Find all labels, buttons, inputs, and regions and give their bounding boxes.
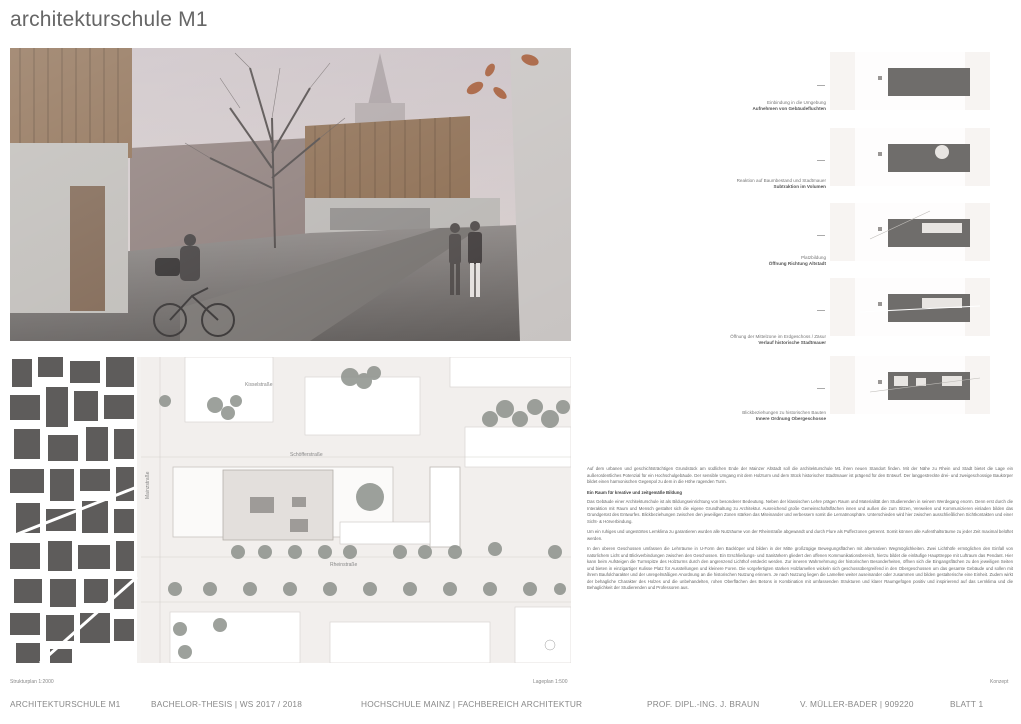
footer-project: ARCHITEKTURSCHULE M1 — [10, 699, 121, 709]
concept-diagram-5 — [830, 356, 990, 414]
perspective-render — [10, 48, 571, 341]
concept-diagram-3 — [830, 203, 990, 261]
caption-konzept: Konzept — [990, 679, 1009, 685]
concept-label-3: Platzbildung Öffnung Richtung Altstadt — [768, 255, 826, 266]
concept-label-1: Einbindung in die Umgebung Aufnehmen von Gebäudefluchten — [752, 100, 826, 111]
footer-professor: PROF. DIPL.-ING. J. BRAUN — [647, 699, 760, 709]
street-label-rheinstrasse: Rheinstraße — [330, 562, 358, 568]
footer-author: V. MÜLLER-BADER | 909220 — [800, 699, 914, 709]
street-label-mainzstrasse: Mainzstraße — [145, 471, 151, 499]
concept-label-2: Reaktion auf Baumbestand und Stadtmauer Subtraktion im Volumen — [736, 178, 826, 189]
caption-lageplan: Lageplan 1:500 — [533, 679, 568, 685]
footer-school: HOCHSCHULE MAINZ | FACHBEREICH ARCHITEKTUR — [361, 699, 583, 709]
project-description — [587, 466, 1013, 596]
footer-sheet: BLATT 1 — [950, 699, 984, 709]
concept-label-5: Blickbeziehungen zu historischen Bauten Innere Ordnung Obergeschosse — [742, 410, 826, 421]
text-heading: Ein Raum für kreative und zeitgemäße Bildung — [587, 489, 683, 495]
concept-diagram-4 — [830, 278, 990, 336]
street-label-schoefferstrasse: Schöfferstraße — [290, 452, 323, 458]
site-plan-illustration — [10, 357, 571, 663]
street-label-kisselstrasse: Kisselstraße — [245, 382, 273, 388]
concept-diagram-1 — [830, 52, 990, 110]
text-paragraph-4: In den oberen Geschossen umfassen die Lehrräume in U-Form den Backlöper und bilden in der Mitte großzügige Bewegungsflächen mit alternativen Wegmöglichkeiten. Zwei Lichthöfe ermöglichen den Einfall von natürlichem Licht und Blickverbindungen zwischen den Geschossen. Ein Erschließungs- und Sanitärkern gliedert den offenen Kommunikationsbereich, hierzu bildet die einläufige Haupttreppe mit Luftraum das Pendant. Hier kann beim Aufsteigen die Turmspitze des Holzturms durch den angrenzend Lichthof entdeckt werden. Zur inneren Wahrnehmung der historischen Besonderheiten, öffnen sich die Eingangsflächen zu den jeweiligen Seiten und bieten in einzigartiger Kulisse Platz für Ausstellungen und kleinere Foren. Die vorgefertigten starken Holzlamellen wickeln sich geschossübergreifend in den Obergeschossen um das gesamte Gebäude und sollen mit ihrem Baufolcharakter und der unregelmäßigen Anordnung an die historischen Nutzung erinnern. Je nach Nutzung liegen die Lamellen weiter auseinander oder zusammen und bilden gestalterische eine Einheit. Zudem wirkt der behagliche Charakter des Holzes und die unbehandelten, rohen Oberflächen des Betons in Kombination mit umfassenden Strukturen und klarer Raumgefügen positiv und inspirierend auf das Lernklima und die Behaglichkeit der Studierenden und Professoren aus. — [587, 546, 1013, 590]
caption-strukturplan: Strukturplan 1:2000 — [10, 679, 54, 685]
page-title: architekturschule M1 — [10, 8, 208, 31]
render-illustration — [10, 48, 571, 341]
concept-label-4: Öffnung der Mittelzone im Erdgeschoss / Zäsur Verlauf historische Stadtmauer — [730, 334, 826, 345]
text-paragraph-3: Um ein ruhiges und ungestörtes Lernklima zu garantieren wurden alle Nutzräume von der Rheinstraße abgewandt und durch Flure als Pufferzonen getrennt. Somit können alle Aufenthaltsräume zu jeder Zeit maximal belüftet werden. — [587, 529, 1013, 541]
concept-diagram-2 — [830, 128, 990, 186]
title-block-footer — [10, 699, 1011, 713]
text-paragraph-2: Das Gebäude einer Architekturschule ist als Bildungseinrichtung von besonderer Bedeutung. Neben der klassischen Lehre prägen Raum und Materialität den Studierenden in seinem Werdegang enorm. Denn erst durch die Interaktion mit Raum und Mensch gestaltet sich die eigene Grundhaltung zu Architektur. Ausreichend große Gemeinschaftsflächen innen und außen die zum Sitzen, Verweilen und Kommunizieren einladen bilden das Grundgerüst des Entwurfes. Blickbeziehungen zwischen den jeweiligen Zonen stärken das Miteinander und verbessern somit die Lernatmosphäre. Unterschieden wird hier zwischen ausschließlichen Sichtkontakten und einer Sicht- & Hörverbindung. — [587, 499, 1013, 524]
site-plan-panel — [10, 357, 571, 663]
text-intro: Auf dem urbanen und geschichtsträchtigen Grundstück am südlichen Ende der Mainzer Altstadt soll die architekturschule M1 ihren neuen Standort finden. Mit der Nähe zu Rhein und Stadt bietet die Lage ein außerordentliches Potenzial für ein Hochschulgebäude. Der sensible Umgang mit dem Holzturm und dem Stück historischer Stadtmauer ist prägend für den Entwurf. Der langgestreckte drei- und zweigeschossige Baukörper bildet einen harmonischen Gegenpol zu dem in die Höhe ragenden Turm. — [587, 466, 1013, 484]
footer-thesis: BACHELOR-THESIS | WS 2017 / 2018 — [151, 699, 303, 709]
